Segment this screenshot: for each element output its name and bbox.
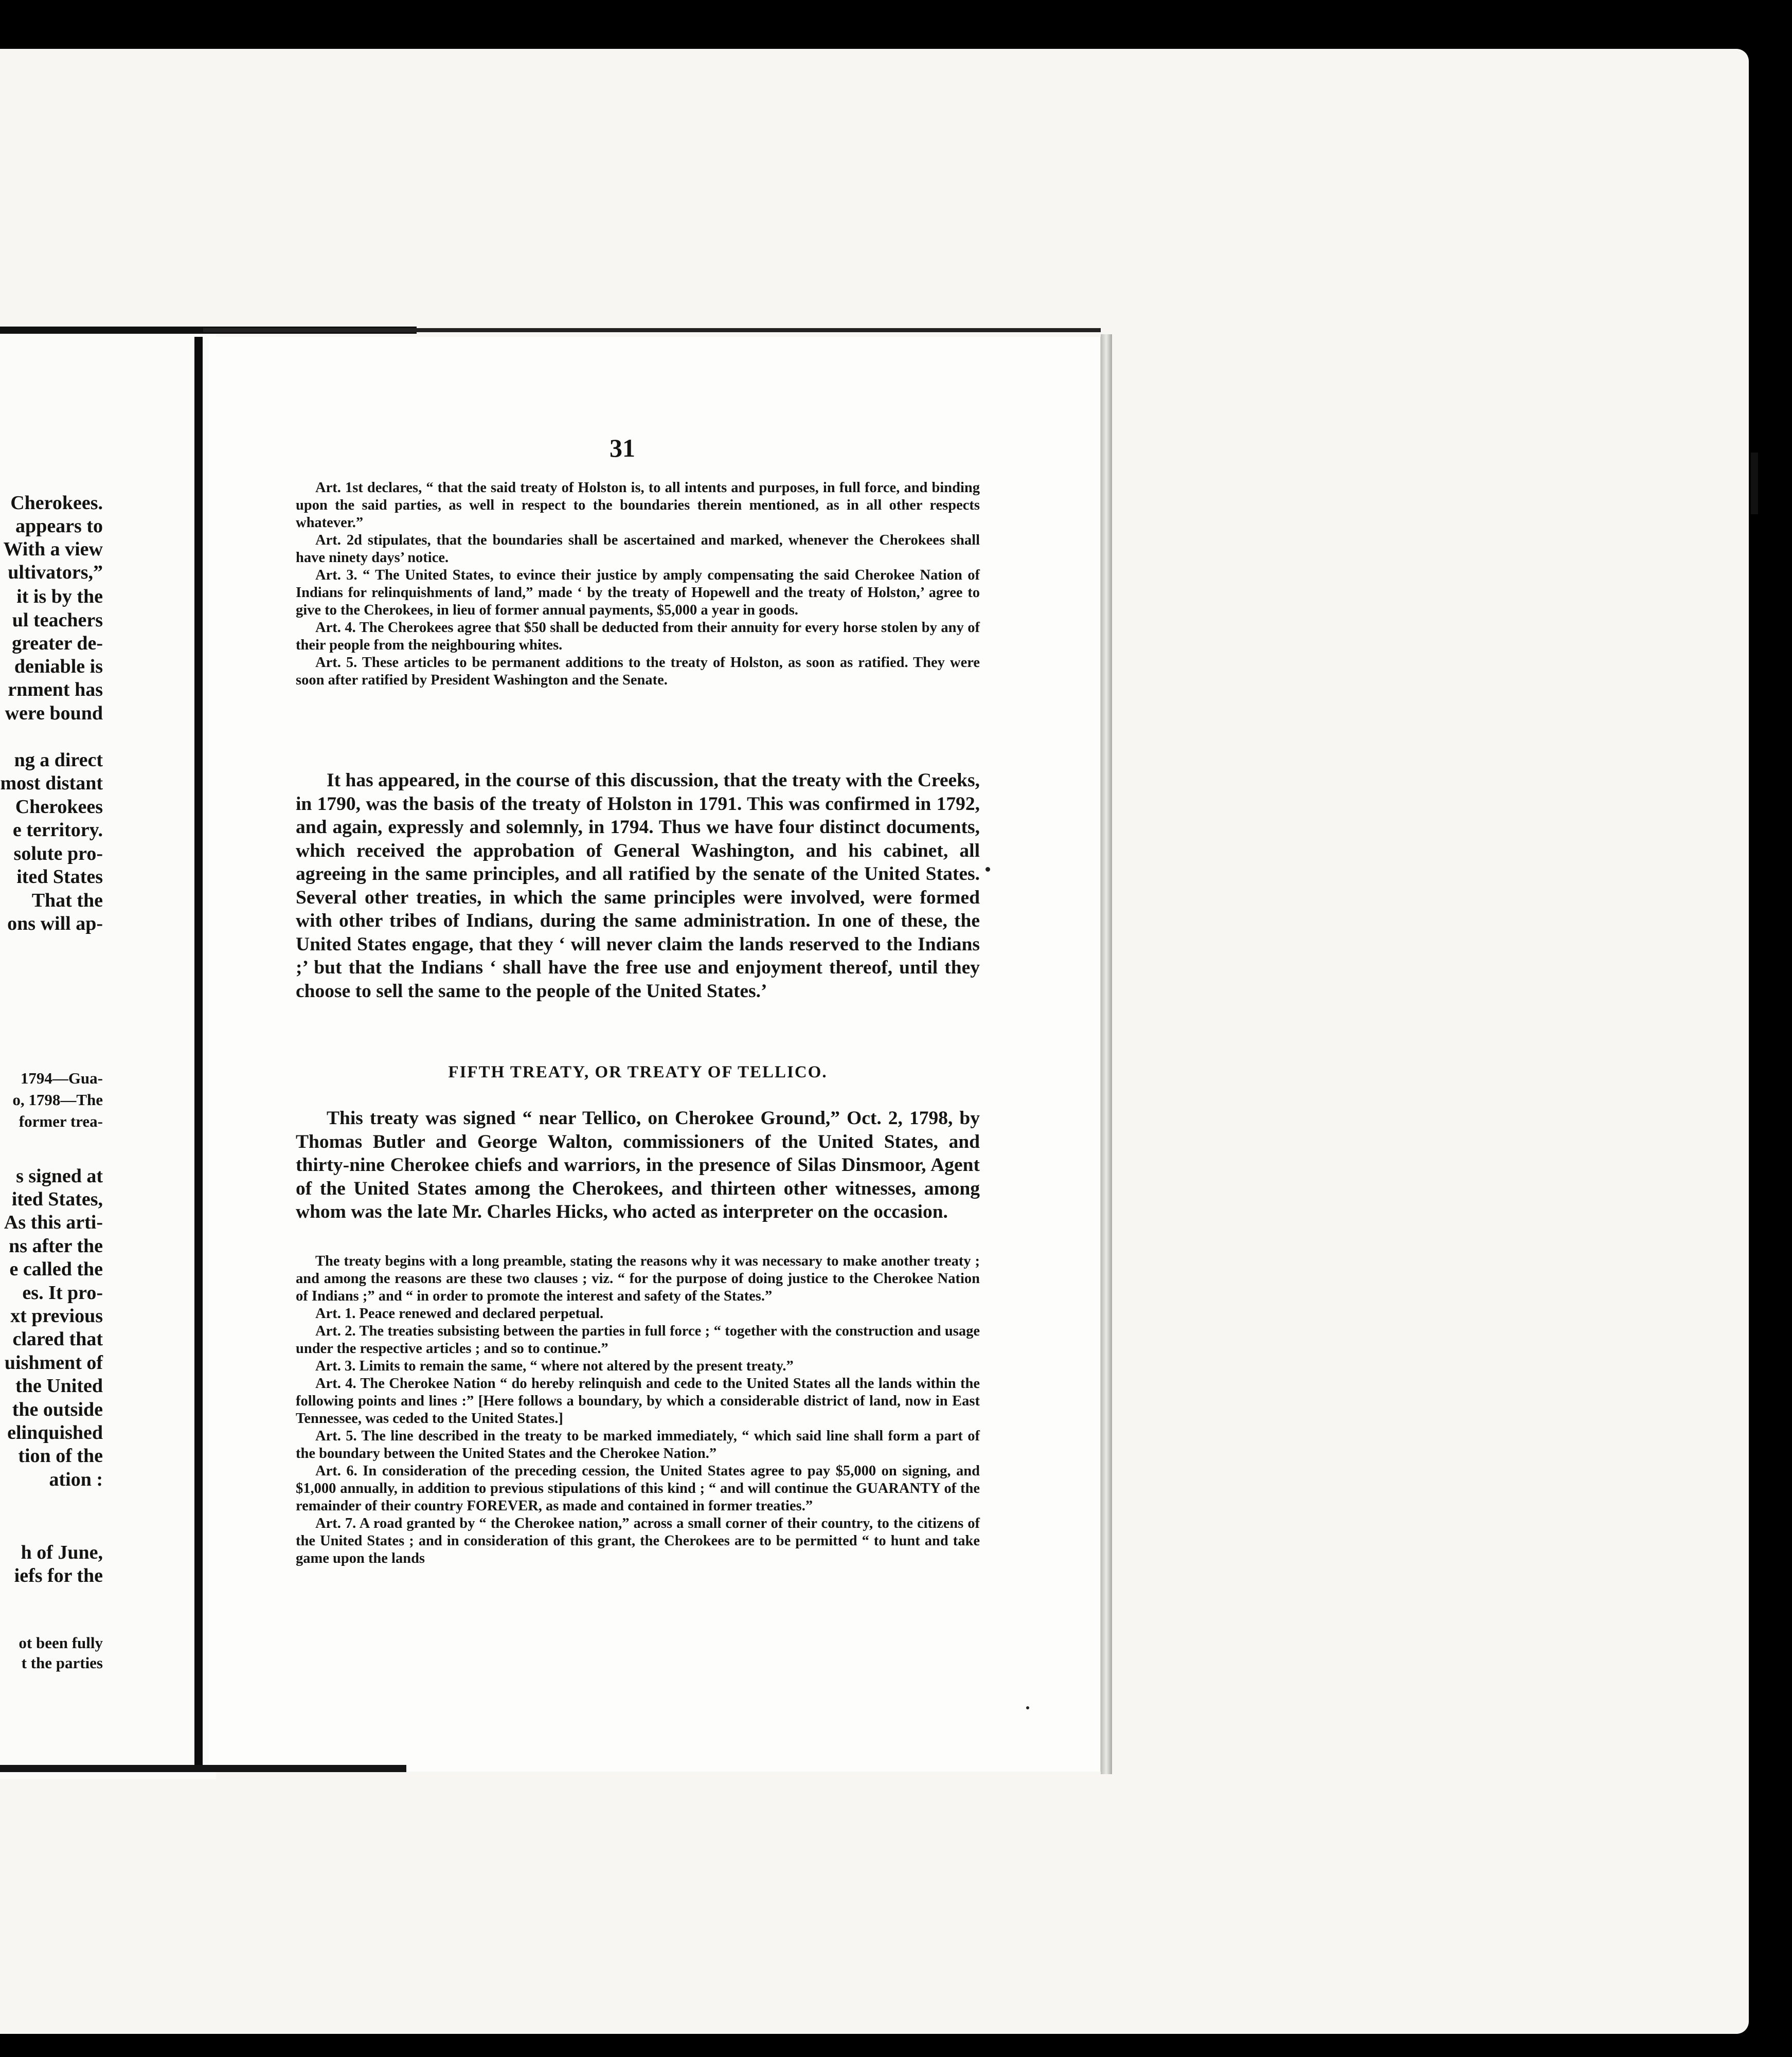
left-fragment-line: xt previous <box>10 1305 103 1327</box>
preamble-paragraph: The treaty begins with a long preamble, stating the reasons why it was necessary to make another treaty ; and among the reasons are these two clauses ; viz. “ for the purpose of doing justice to the Cherokee Nation of Indians ;” and “ in order to promote the interest and safety of the States.” <box>296 1253 980 1304</box>
main-page-top-rule <box>203 328 1101 332</box>
section-heading: FIFTH TREATY, OR TREATY OF TELLICO. <box>448 1063 828 1081</box>
left-fragment-line: ation : <box>49 1469 103 1490</box>
left-fragment-line: rnment has <box>8 679 103 700</box>
article-3: Art. 3. “ The United States, to evince their justice by amply compensating the said Cherokee Nation of Indians for relinquishments of land,” made ‘ by the treaty of Hopewell and the treaty of Holston,’ agree to give to the Cherokees, in lieu of former annual payments, $5,000 a year in goods. <box>296 567 980 618</box>
tellico-article-1: Art. 1. Peace renewed and declared perpetual. <box>315 1306 604 1322</box>
left-fragment-line: Cherokees. <box>10 492 103 514</box>
left-fragment-line: elinquished <box>7 1422 103 1443</box>
article-1: Art. 1st declares, “ that the said treaty of Holston is, to all intents and purposes, in full force, and binding upon the said parties, as well in respect to the boundaries therein mentioned, as in all other respects whatever.” <box>296 480 980 531</box>
left-fragment-line: appears to <box>15 515 103 537</box>
left-fragment-line: solute pro- <box>13 843 103 864</box>
bottom-rule <box>0 1765 406 1772</box>
paragraph-washington <box>296 769 980 1003</box>
left-fragment-line: greater de- <box>12 633 103 654</box>
left-fragment-line: That the <box>31 890 103 911</box>
left-fragment-line: ultivators,” <box>8 562 103 583</box>
article-5: Art. 5. These articles to be permanent additions to the treaty of Holston, as soon as ratified. They were soon after ratified by President Washington and the Senate. <box>296 655 980 688</box>
left-fragment-line: were bound <box>5 702 103 724</box>
left-fragment-line: As this arti- <box>4 1212 103 1233</box>
left-fragment-line: clared that <box>12 1328 103 1350</box>
tellico-article-3: Art. 3. Limits to remain the same, “ where not altered by the present treaty.” <box>315 1358 794 1374</box>
left-fragment-line: e called the <box>9 1258 103 1280</box>
paragraph-tellico <box>296 1107 980 1224</box>
tellico-article-6: Art. 6. In consideration of the preceding cession, the United States agree to pay $5,000 on signing, and $1,000 annually, in addition to previous stipulations of this kind ; “ and will continue the GUARANTY of the remainder of their country FOREVER, as made and contained in former treaties.” <box>296 1463 980 1514</box>
left-fragment-line: s signed at <box>16 1165 103 1187</box>
left-fragment-line: ot been fully <box>19 1634 103 1652</box>
article-2: Art. 2d stipulates, that the boundaries shall be ascertained and marked, whenever the Cherokees shall have ninety days’ notice. <box>296 532 980 566</box>
tellico-article-5: Art. 5. The line described in the treaty to be marked immediately, “ which said line shall form a part of the boundary between the United States and the Cherokee Nation.” <box>296 1428 980 1461</box>
article-4: Art. 4. The Cherokees agree that $50 shall be deducted from their annuity for every horse stolen by any of their people from the neighbouring whites. <box>296 620 980 653</box>
left-fragment-line: ng a direct <box>14 749 103 771</box>
left-fragment-line: tion of the <box>18 1445 103 1467</box>
left-fragment-line: uishment of <box>4 1352 103 1374</box>
left-fragment-line: ons will ap- <box>7 913 103 934</box>
left-fragment-line: the outside <box>12 1399 103 1420</box>
paragraph-2: This treaty was signed “ near Tellico, on Cherokee Ground,” Oct. 2, 1798, by Thomas Butler and George Walton, commissioners of the United States, and thirty-nine Cherokee chiefs and warriors, in the presence of Silas Dinsmoor, Agent of the United States among the Cherokees, and thirteen other witnesses, among whom was the late Mr. Charles Hicks, who acted as interpreter on the occasion. <box>296 1108 980 1222</box>
left-fragment-line: h of June, <box>21 1542 103 1563</box>
left-fragment-line: the United <box>15 1375 103 1397</box>
left-fragment-line: it is by the <box>16 586 103 607</box>
left-fragment-line: most distant <box>0 772 103 794</box>
left-fragment-line: deniable is <box>14 656 103 677</box>
articles-bottom <box>296 1253 980 1567</box>
paragraph-1: It has appeared, in the course of this discussion, that the treaty with the Creeks, in 1790, was the basis of the treaty of Holston in 1791. This was confirmed in 1792, and again, expressly and solemnly, in 1794. Thus we have four distinct documents, which received the approbation of General Washington, and his cabinet, all agreeing in the same principles, and all ratified by the senate of the United States. Several other treaties, in which the same principles were involved, were formed with other tribes of Indians, during the same administration. In one of these, the United States engage, that they ‘ will never claim the lands reserved to the Indians ;’ but that the Indians ‘ shall have the free use and enjoyment thereof, until they choose to sell the same to the people of the United States.’ <box>296 770 980 1002</box>
tellico-article-7: Art. 7. A road granted by “ the Cherokee nation,” across a small corner of their country, to the citizens of the United States ; and in consideration of this grant, the Cherokees are to be permitted “ to hunt and take game upon the lands <box>296 1515 980 1566</box>
left-fragment-line: 1794—Gua- <box>20 1069 103 1087</box>
left-fragment-line: Cherokees <box>15 796 103 818</box>
left-fragment-line: former trea- <box>19 1112 103 1130</box>
ink-speck <box>1026 1706 1029 1709</box>
page-number: 31 <box>610 434 635 462</box>
tellico-article-4: Art. 4. The Cherokee Nation “ do hereby relinquish and cede to the United States all the lands within the following points and lines :” [Here follows a boundary, by which a considerable district of land, now in East Tennessee, was ceded to the United States.] <box>296 1376 980 1427</box>
edge-clip-mark <box>1751 453 1758 514</box>
left-fragment-line: es. It pro- <box>22 1282 103 1304</box>
page-edge-shadow <box>1101 334 1112 1774</box>
ink-speck <box>985 867 990 872</box>
left-fragment-line: ited States, <box>11 1188 103 1210</box>
left-fragment-line: ited States <box>16 866 103 888</box>
left-fragment-line: t the parties <box>21 1654 103 1672</box>
gutter-rule <box>194 337 203 1772</box>
left-fragment-line: e territory. <box>12 819 103 841</box>
left-fragment-line: iefs for the <box>14 1565 103 1586</box>
left-fragment-line: ul teachers <box>12 609 103 631</box>
left-fragment-line: With a view <box>3 538 103 560</box>
articles-top <box>296 479 980 689</box>
left-fragment-line: o, 1798—The <box>12 1091 103 1109</box>
left-fragment-line: ns after the <box>9 1235 103 1257</box>
tellico-article-2: Art. 2. The treaties subsisting between the parties in full force ; “ together with the construction and usage under the respective articles ; and so to continue.” <box>296 1323 980 1357</box>
